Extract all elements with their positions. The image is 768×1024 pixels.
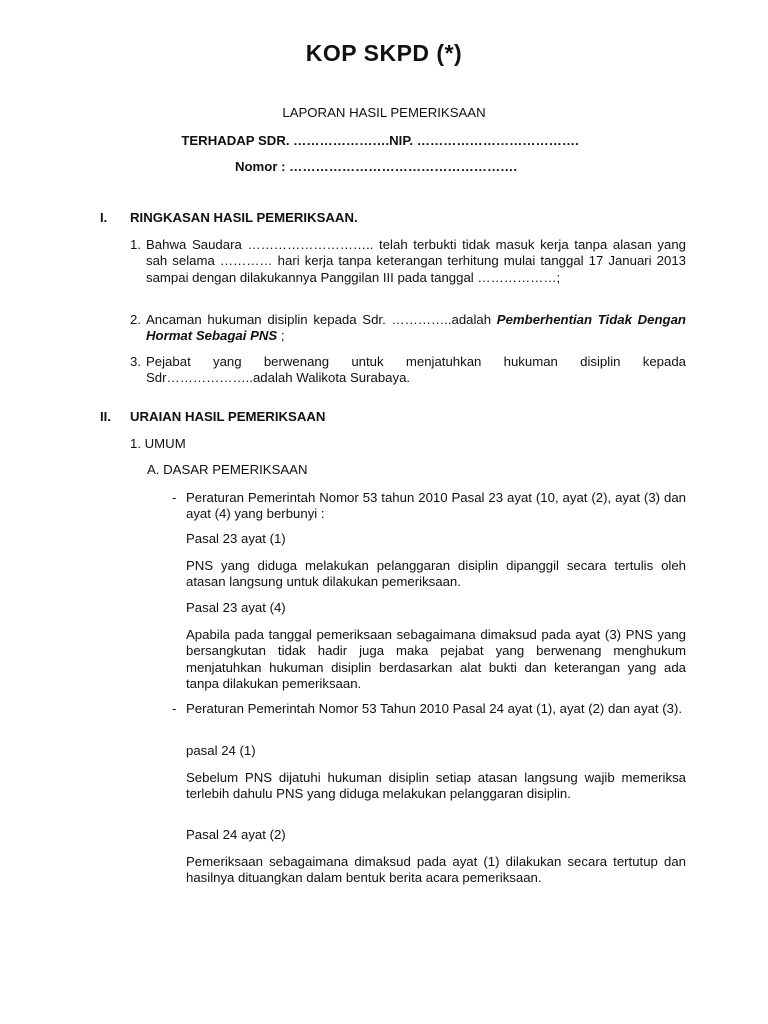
- dash-marker: -: [172, 701, 177, 716]
- section-2-number: II.: [100, 409, 111, 424]
- kop-heading: KOP SKPD (*): [305, 40, 463, 66]
- list-item-text-before: Ancaman hukuman disiplin kepada Sdr. …………..adalah: [146, 312, 497, 327]
- subsection-dasar-pemeriksaan: A. DASAR PEMERIKSAAN: [147, 462, 308, 477]
- pasal-body: Sebelum PNS dijatuhi hukuman disiplin setiap atasan langsung wajib memeriksa terlebih dahulu PNS yang diduga melakukan pelanggaran disiplin.: [186, 770, 686, 802]
- dash-item-text: Peraturan Pemerintah Nomor 53 tahun 2010 Pasal 23 ayat (10, ayat (2), ayat (3) dan ayat (4) yang berbunyi :: [186, 490, 686, 522]
- section-1-title: RINGKASAN HASIL PEMERIKSAAN.: [130, 210, 358, 225]
- list-item: [130, 354, 686, 387]
- pasal-heading: pasal 24 (1): [186, 743, 256, 758]
- pasal-body: Pemeriksaan sebagaimana dimaksud pada ayat (1) dilakukan secara tertutup dan hasilnya dituangkan dalam bentuk berita acara pemeriksaan.: [186, 854, 686, 886]
- subsection-umum: 1. UMUM: [130, 436, 186, 451]
- section-1-number: I.: [100, 210, 108, 225]
- dash-item: [170, 490, 686, 523]
- list-item-text: Pejabat yang berwenang untuk menjatuhkan hukuman disiplin kepada Sdr………………..adalah Walikota Surabaya.: [146, 354, 686, 386]
- list-item-number: 3.: [130, 354, 141, 369]
- section-2-title: URAIAN HASIL PEMERIKSAAN: [130, 409, 326, 424]
- list-item-number: 2.: [130, 312, 141, 327]
- pasal-body: Apabila pada tanggal pemeriksaan sebagaimana dimaksud pada ayat (3) PNS yang bersangkutan tidak hadir juga maka pejabat yang berwenang menghukum menjatuhkan hukuman disiplin berdasarkan alat bukti dan keterangan yang ada tanpa dilakukan pemeriksaan.: [186, 627, 686, 692]
- list-item-number: 1.: [130, 237, 141, 252]
- pasal-heading: Pasal 23 ayat (1): [186, 531, 286, 546]
- list-item-emphasis: Pemberhentian Tidak Dengan Hormat Sebagai PNS: [146, 312, 686, 344]
- dash-item-text: Peraturan Pemerintah Nomor 53 Tahun 2010 Pasal 24 ayat (1), ayat (2) dan ayat (3).: [186, 701, 683, 716]
- pasal-heading: Pasal 23 ayat (4): [186, 600, 286, 615]
- list-item-text: [146, 312, 686, 345]
- pasal-heading: Pasal 24 ayat (2): [186, 827, 286, 842]
- list-item-text: Bahwa Saudara ……………………….. telah terbukti tidak masuk kerja tanpa alasan yang sah selama ………… hari kerja tanpa keterangan terhitung mulai tanggal 17 Januari 2013 sampai dengan dilakukannya Panggilan III pada tanggal ………………;: [146, 237, 686, 285]
- dash-marker: -: [172, 490, 177, 505]
- list-item: [130, 312, 686, 345]
- list-item-text-after: ;: [277, 328, 285, 344]
- number-line: Nomor : …………………………………………….: [234, 159, 518, 174]
- subject-line: TERHADAP SDR. ………………….NIP. ……………………………….: [181, 133, 579, 148]
- report-title: LAPORAN HASIL PEMERIKSAAN: [282, 105, 486, 120]
- dash-item: [170, 701, 686, 717]
- pasal-body: PNS yang diduga melakukan pelanggaran disiplin dipanggil secara tertulis oleh atasan langsung untuk dilakukan pemeriksaan.: [186, 558, 686, 590]
- list-item: [130, 237, 686, 286]
